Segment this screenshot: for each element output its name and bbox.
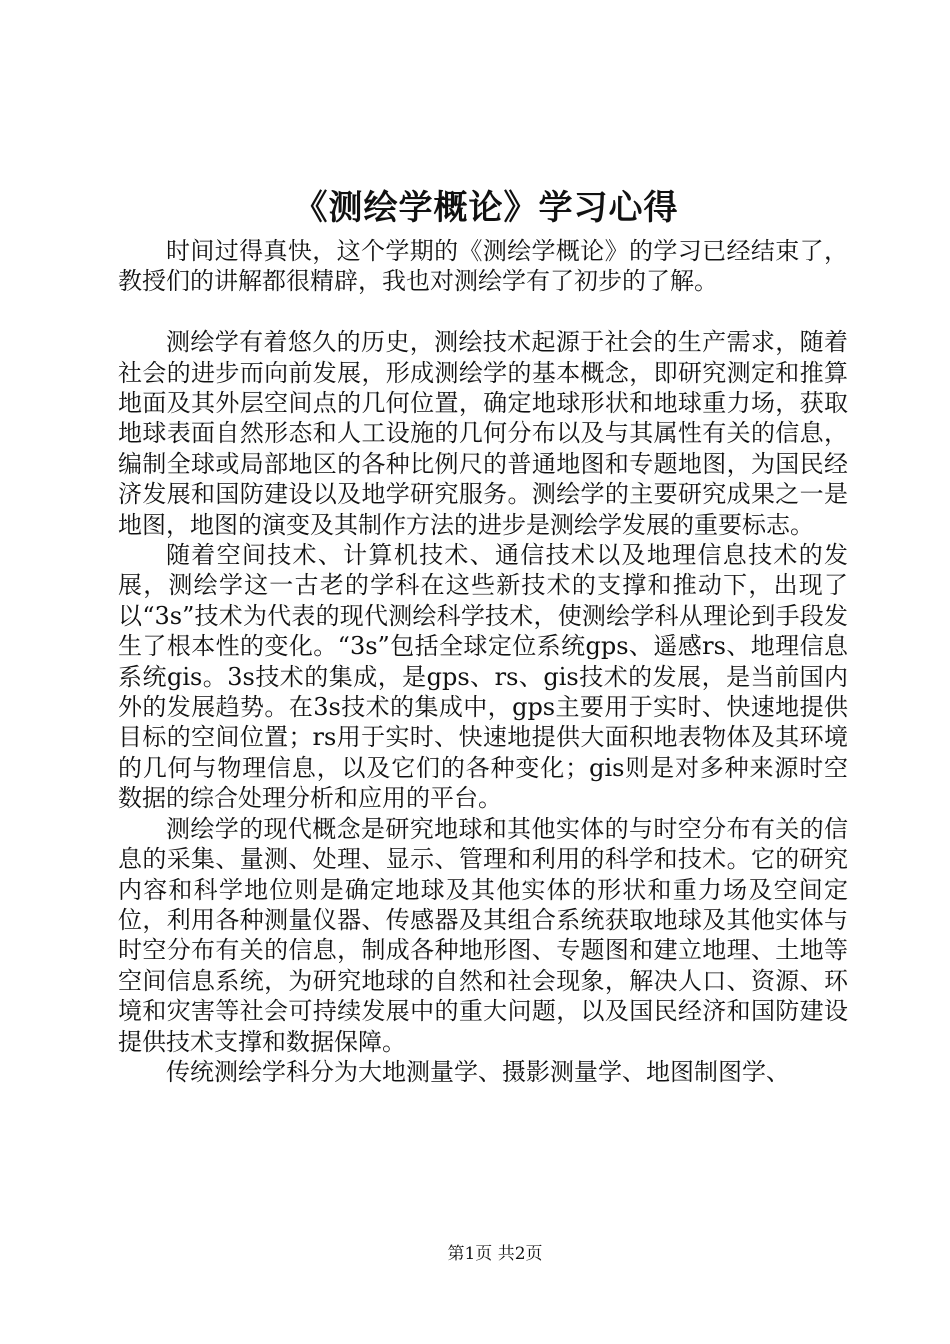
paragraph-3s-technology: 随着空间技术、计算机技术、通信技术以及地理信息技术的发展，测绘学这一古老的学科在这些新技术的支撑和推动下，出现了以“3s”技术为代表的现代测绘科学技术，使测绘学科从理论到手段发生了根本性的变化。“3s”包括全球定位系统gps、遥感rs、地理信息系统gis。3s技术的集成，是gps、rs、gis技术的发展，是当前国内外的发展趋势。在3s技术的集成中，gps主要用于实时、快速地提供目标的空间位置；rs用于实时、快速地提供大面积地表物体及其环境的几何与物理信息，以及它们的各种变化；gis则是对多种来源时空数据的综合处理分析和应用的平台。: [118, 541, 848, 813]
paragraph-history: 测绘学有着悠久的历史，测绘技术起源于社会的生产需求，随着社会的进步而向前发展，形成测绘学的基本概念，即研究测定和推算地面及其外层空间点的几何位置，确定地球形状和地球重力场，获取地球表面自然形态和人工设施的几何分布以及与其属性有关的信息，编制全球或局部地区的各种比例尺的普通地图和专题地图，为国民经济发展和国防建设以及地学研究服务。测绘学的主要研究成果之一是地图，地图的演变及其制作方法的进步是测绘学发展的重要标志。: [118, 328, 848, 539]
document-body: [118, 236, 848, 1087]
document-title: 《测绘学概论》学习心得: [293, 188, 679, 228]
paragraph-traditional-disciplines: 传统测绘学科分为大地测量学、摄影测量学、地图制图学、: [166, 1057, 790, 1086]
paragraph-modern-concept: 测绘学的现代概念是研究地球和其他实体的与时空分布有关的信息的采集、量测、处理、显示、管理和利用的科学和技术。它的研究内容和科学地位则是确定地球及其他实体的形状和重力场及空间定位，利用各种测量仪器、传感器及其组合系统获取地球及其他实体与时空分布有关的信息，制成各种地形图、专题图和建立地理、土地等空间信息系统，为研究地球的自然和社会现象，解决人口、资源、环境和灾害等社会可持续发展中的重大问题，以及国民经济和国防建设提供技术支撑和数据保障。: [118, 814, 848, 1056]
page-footer: 第1页 共2页: [447, 1244, 543, 1264]
paragraph-spacer: [118, 297, 848, 327]
paragraph-intro: 时间过得真快，这个学期的《测绘学概论》的学习已经结束了，教授们的讲解都很精辟，我也对测绘学有了初步的了解。: [118, 237, 848, 296]
